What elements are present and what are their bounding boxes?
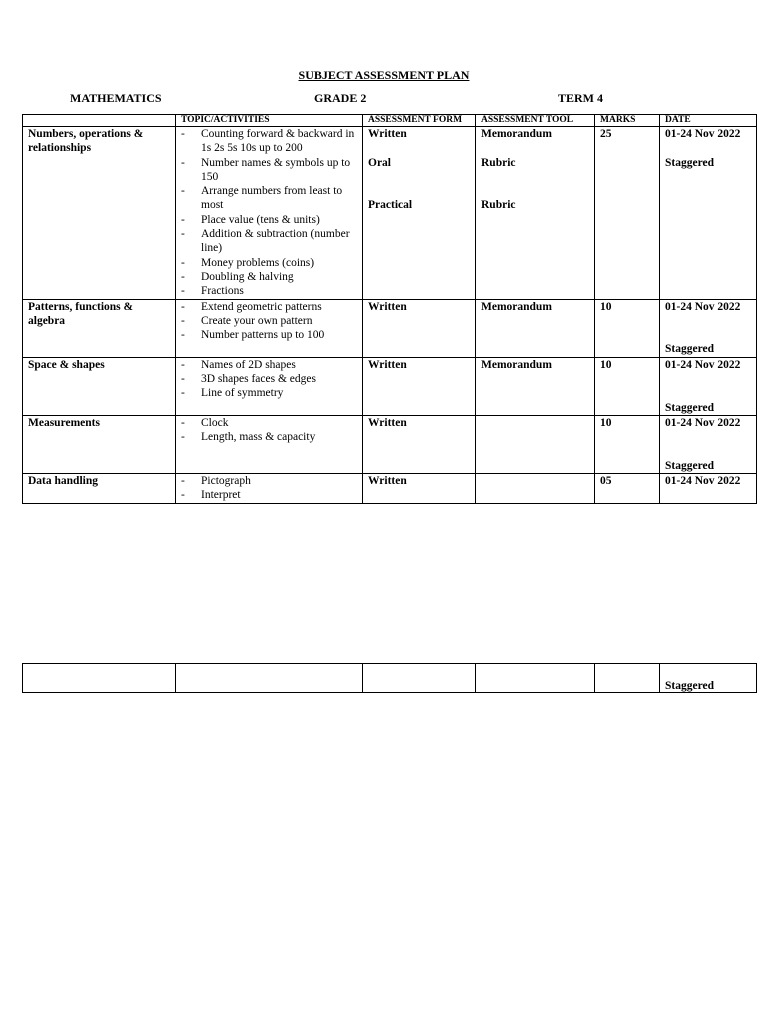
row-activities <box>176 357 363 415</box>
activity-item: - Pictograph <box>181 474 357 488</box>
table-row <box>23 357 757 415</box>
row-topic: Numbers, operations & relationships <box>23 127 176 300</box>
row-marks: 10 <box>595 415 660 473</box>
date-note: Staggered <box>665 459 714 472</box>
row-assessment-form: Written <box>363 299 476 357</box>
table-row <box>23 474 757 504</box>
header-activities: TOPIC/ACTIVITIES <box>176 115 363 127</box>
activity-item: - Clock <box>181 416 357 430</box>
activity-item: - Fractions <box>181 284 357 298</box>
row-topic: Space & shapes <box>23 357 176 415</box>
form-written: Written <box>368 128 407 140</box>
row-topic: Data handling <box>23 474 176 504</box>
row-assessment-form: Written <box>363 474 476 504</box>
table-row <box>23 299 757 357</box>
activity-item: - Doubling & halving <box>181 270 357 284</box>
row-assessment-tool <box>476 415 595 473</box>
table-row <box>23 127 757 300</box>
subject-label: MATHEMATICS <box>70 91 162 105</box>
empty-cell <box>23 664 176 693</box>
activity-item: - Number patterns up to 100 <box>181 328 357 342</box>
header-date: DATE <box>660 115 757 127</box>
activity-item: - Line of symmetry <box>181 386 357 400</box>
table-row <box>23 664 757 693</box>
date-range: 01-24 Nov 2022 <box>665 416 741 429</box>
row-assessment-tool: Memorandum <box>476 357 595 415</box>
date-note: Staggered <box>665 343 714 356</box>
row-activities <box>176 415 363 473</box>
header-assessment-form: ASSESSMENT FORM <box>363 115 476 127</box>
form-practical: Practical <box>368 199 413 212</box>
row-date <box>660 357 757 415</box>
table-header-row <box>23 115 757 127</box>
header-marks: MARKS <box>595 115 660 127</box>
tool-memorandum: Memorandum <box>481 128 552 140</box>
activity-item: - Arrange numbers from least to most <box>181 184 357 213</box>
activity-item: - Place value (tens & units) <box>181 213 357 227</box>
term-label: TERM 4 <box>558 91 603 105</box>
row-date <box>660 299 757 357</box>
tool-rubric: Rubric <box>481 156 516 169</box>
form-oral: Oral <box>368 156 391 169</box>
activity-item: - Length, mass & capacity <box>181 430 357 444</box>
date-range: 01-24 Nov 2022 <box>665 358 741 371</box>
header-assessment-tool: ASSESSMENT TOOL <box>476 115 595 127</box>
empty-cell <box>595 664 660 693</box>
grade-label: GRADE 2 <box>314 91 367 105</box>
activity-item: - Addition & subtraction (number line) <box>181 227 357 256</box>
row-activities <box>176 127 363 300</box>
activity-item: - Extend geometric patterns <box>181 300 357 314</box>
row-activities <box>176 299 363 357</box>
row-topic: Measurements <box>23 415 176 473</box>
empty-cell <box>476 664 595 693</box>
row-marks: 05 <box>595 474 660 504</box>
row-date <box>660 127 757 300</box>
header-topic <box>23 115 176 127</box>
row-assessment-form: Written <box>363 415 476 473</box>
activity-item: - Money problems (coins) <box>181 256 357 270</box>
date-note: Staggered <box>665 401 714 414</box>
date-range: 01-24 Nov 2022 <box>665 128 741 140</box>
continuation-table <box>22 663 757 693</box>
date-note: Staggered <box>660 664 757 693</box>
empty-cell <box>176 664 363 693</box>
row-assessment-form: Written <box>363 357 476 415</box>
row-date: 01-24 Nov 2022 <box>660 474 757 504</box>
activity-item: - Number names & symbols up to 150 <box>181 156 357 185</box>
row-marks: 10 <box>595 299 660 357</box>
date-range: 01-24 Nov 2022 <box>665 300 741 313</box>
row-assessment-tool: Memorandum <box>476 299 595 357</box>
row-activities <box>176 474 363 504</box>
row-date <box>660 415 757 473</box>
assessment-plan-table <box>22 114 757 504</box>
activity-item: - Interpret <box>181 488 357 502</box>
row-marks: 10 <box>595 357 660 415</box>
row-assessment-tool <box>476 127 595 300</box>
table-row <box>23 415 757 473</box>
tool-rubric: Rubric <box>481 199 516 212</box>
document-title: SUBJECT ASSESSMENT PLAN <box>298 68 470 82</box>
row-assessment-tool <box>476 474 595 504</box>
empty-cell <box>363 664 476 693</box>
activity-item: - Counting forward & backward in 1s 2s 5s 10s up to 200 <box>181 127 357 156</box>
activity-item: - 3D shapes faces & edges <box>181 372 357 386</box>
activity-item: - Create your own pattern <box>181 314 357 328</box>
row-marks: 25 <box>595 127 660 300</box>
activity-item: - Names of 2D shapes <box>181 358 357 372</box>
row-assessment-form <box>363 127 476 300</box>
date-note: Staggered <box>665 156 714 169</box>
row-topic: Patterns, functions & algebra <box>23 299 176 357</box>
